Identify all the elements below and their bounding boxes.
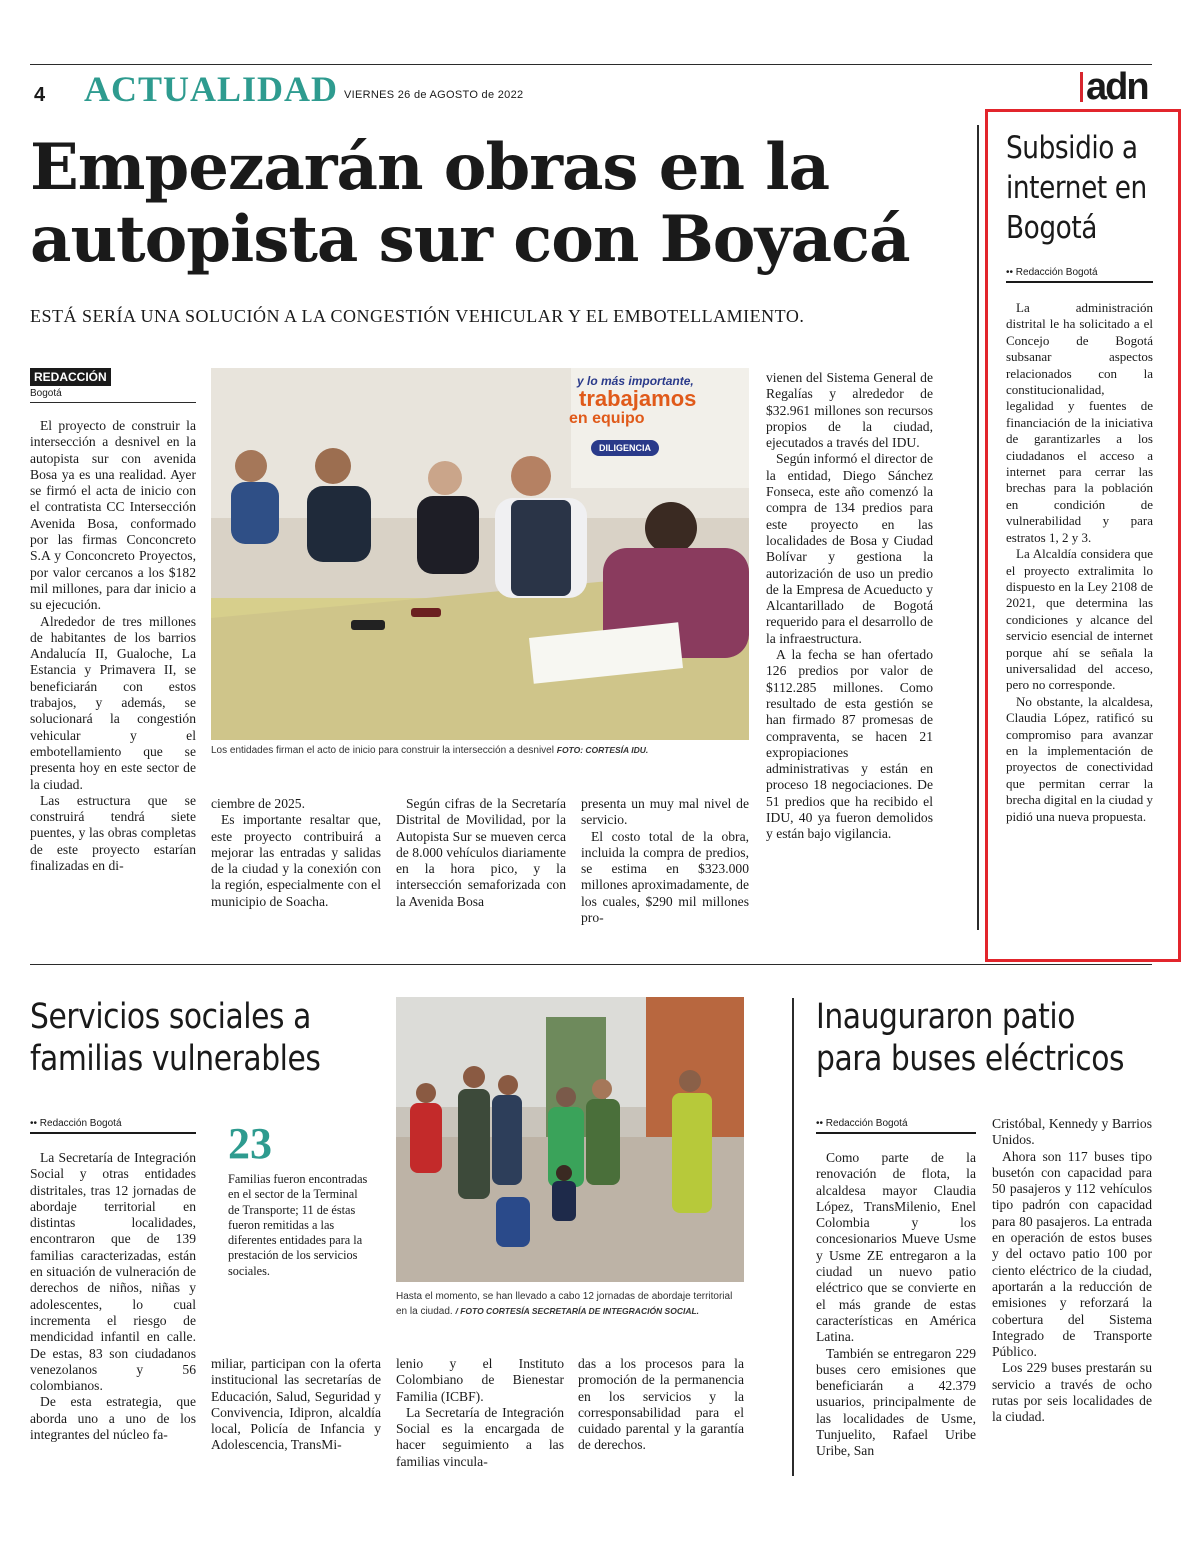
paragraph: ciembre de 2025. — [211, 796, 305, 811]
main-column-5 — [766, 370, 933, 843]
paragraph: Según informó el director de la entidad, Diego Sánchez Fonseca, este año comenzó la compra de 134 predios para este proyecto en las localidades de Bosa y Ciudad Bolívar y gestiona la autorización de uso un predio de la Empresa de Acueducto y Alcantarillado de Bogotá requerido para el desarrollo de la infraestructura. — [766, 451, 933, 646]
paragraph: No obstante, la alcaldesa, Claudia López, ratificó su compromiso para avanzar en la implementación de proyectos de conectividad que permitan cerrar la brecha digital en la ciudad y pidió una nueva propuesta. — [1006, 693, 1153, 824]
paragraph: También se entregaron 229 buses cero emisiones que beneficiarán a 42.379 usuarios, principalmente de las localidades de Usme, Tunjuelito, Rafael Uribe Uribe, San — [816, 1345, 976, 1459]
bus-story-divider — [792, 998, 794, 1476]
bus-byline-rule — [816, 1132, 976, 1134]
paragraph: Según cifras de la Secretaría Distrital de Movilidad, por la Autopista Sur se mueven cerca de 8.000 vehículos diariamente en la hora pico, y la intersección semaforizada con la Avenida Bosa — [396, 796, 566, 909]
logo-accent-bar — [1080, 72, 1083, 102]
paragraph: De esta estrategia, que aborda uno a uno de los integrantes del núcleo fa- — [30, 1394, 196, 1443]
main-column-2 — [211, 796, 381, 910]
stat-description: Familias fueron encontradas en el sector de la Terminal de Transporte; 11 de éstas fueron remitidas a las diferentes entidades para la prestación de los servicios sociales. — [228, 1172, 368, 1278]
bus-byline: •• Redacción Bogotá — [816, 1118, 908, 1129]
kicker-divider — [30, 402, 196, 403]
social-column-1 — [30, 1150, 196, 1443]
paragraph: das a los procesos para la promoción de la permanencia en los servicios y la corresponsabilidad para el cuidado parental y la garantía de derechos. — [578, 1356, 744, 1453]
paragraph: El costo total de la obra, incluida la compra de predios, se estima en $323.000 millones aproximadamente, de los cuales, $290 mil millones pro- — [581, 828, 749, 926]
social-byline: •• Redacción Bogotá — [30, 1118, 122, 1129]
sidebar-byline: •• Redacción Bogotá — [1006, 267, 1098, 278]
paragraph: Los 229 buses prestarán su servicio a través de ocho rutas por seis localidades de la ciudad. — [992, 1360, 1152, 1425]
main-subhead: ESTÁ SERÍA UNA SOLUCIÓN A LA CONGESTIÓN VEHICULAR Y EL EMBOTELLAMIENTO. — [30, 306, 805, 326]
paragraph: La administración distrital le ha solicitado a el Concejo de Bogotá subsanar aspectos relacionados con la constitucionalidad, legalidad y fuentes de financiación de la iniciativa de garantizarles a los ciudadanos el acceso a internet para cerrar las brechas para la población en condición de vulnerabilidad y para estratos 1, 2 y 3. — [1006, 300, 1153, 545]
sidebar-title: Subsidio a internet en Bogotá — [1006, 130, 1147, 246]
paragraph: Alrededor de tres millones de habitantes de los barrios Andalucía II, Gualoche, La Estancia y Primavera II, se beneficiarán con estos trabajos, y además, se solucionará la congestión vehicular y el embotellamiento que se presenta hoy en este sector de la ciudad. — [30, 613, 196, 792]
bus-column-1 — [816, 1150, 976, 1460]
photo-credit: FOTO: CORTESÍA IDU. — [556, 745, 649, 755]
bus-column-2 — [992, 1116, 1152, 1426]
main-column-4 — [581, 796, 749, 926]
page-number: 4 — [34, 84, 46, 106]
caption-text: Los entidades firman el acto de inicio para construir la intersección a desnivel — [211, 745, 554, 756]
main-kicker: REDACCIÓN — [30, 368, 111, 386]
issue-date: VIERNES 26 de AGOSTO de 2022 — [344, 89, 524, 101]
paragraph: Ahora son 117 buses tipo busetón con capacidad para 50 pasajeros y 112 vehículos tipo padrón con capacidad para 80 pasajeros. La entrada en operación de estos buses y del octavo patio 100 por ciento eléctrico de la ciudad, aportarán a la reducción de emisiones y reforzará la cobertura del Sistema Integrado de Transporte Público. — [992, 1148, 1152, 1360]
main-photo — [211, 368, 749, 740]
adn-logo: adn — [1086, 66, 1148, 108]
paragraph: La Alcaldía considera que el proyecto extralimita lo dispuesto en la Ley 2108 de 2021, que determina las condiciones y alcance del servicio esencial de internet porque ahí se señala la universalidad del acceso, pero no corresponde. — [1006, 546, 1153, 693]
stat-number: 23 — [228, 1119, 272, 1168]
main-headline: Empezarán obras en la autopista sur con Boyacá — [30, 130, 910, 277]
social-column-4 — [578, 1356, 744, 1454]
bus-title: Inauguraron patio para buses eléctricos — [816, 997, 1125, 1079]
main-photo-caption — [211, 745, 749, 756]
paragraph: El proyecto de construir la intersección a desnivel en la autopista sur con avenida Bosa ya es una realidad. Ayer se firmó el acta de inicio con el contratista CC Intersección Avenida Bosa, conformado por las firmas Conconcreto S.A y Conconcreto Proyectos, por valor cercanos a los $182 mil millones, para dar inicio a su ejecución. — [30, 418, 196, 613]
header-top-rule — [30, 64, 1152, 65]
main-column-1 — [30, 418, 196, 874]
sidebar-body — [1006, 300, 1153, 825]
social-column-3 — [396, 1356, 564, 1470]
social-photo-caption — [396, 1290, 744, 1319]
paragraph: La Secretaría de Integración Social y otras entidades distritales, tras 12 jornadas de abordaje territorial en distintas localidades, encontraron que de 139 familias caracterizadas, están en situación de vulneración de derechos de niños, niñas y adolescentes, lo cual incrementa el riesgo de mendicidad infantil en calle. De estas, 83 son ciudadanos venezolanos y 56 colombianos. — [30, 1150, 196, 1394]
social-column-2 — [211, 1356, 381, 1454]
paragraph: presenta un muy mal nivel de servicio. — [581, 796, 749, 828]
paragraph: La Secretaría de Integración Social es la encargada de hacer seguimiento a las familias vincula- — [396, 1404, 564, 1469]
photo-banner-line-3: en equipo — [569, 410, 645, 427]
main-column-3 — [396, 796, 566, 910]
social-photo — [396, 997, 744, 1282]
sidebar-divider — [977, 125, 979, 930]
section-divider — [30, 964, 1152, 965]
paragraph: lenio y el Instituto Colombiano de Bienestar Familia (ICBF). — [396, 1356, 564, 1404]
photo-badge: DILIGENCIA — [591, 440, 659, 456]
section-title: ACTUALIDAD — [84, 69, 339, 109]
paragraph: A la fecha se han ofertado 126 predios por valor de $112.285 millones. Como resultado de esta gestión se han firmado 87 promesas de compraventa, se hacen 21 expropiaciones administrativas y están en proceso 18 negociaciones. De 51 predios que ha recibido el IDU, 40 ya fueron demolidos y están bajo vigilancia. — [766, 647, 933, 842]
paragraph: vienen del Sistema General de Regalías y alrededor de $32.961 millones son recursos propios de la ciudad, ejecutados a través del IDU. — [766, 370, 933, 451]
social-title: Servicios sociales a familias vulnerables — [30, 997, 321, 1079]
paragraph: Como parte de la renovación de flota, la alcaldesa mayor Claudia López, TransMilenio, Enel Colombia y los concesionarios Mueve Usme y Usme ZE entregaron a la ciudad un nuevo patio eléctrico que se convierte en el más grande de estas características en América Latina. — [816, 1150, 976, 1345]
sidebar-byline-rule — [1006, 281, 1153, 283]
photo-banner-line-1: y lo más importante, — [577, 374, 694, 388]
paragraph: Cristóbal, Kennedy y Barrios Unidos. — [992, 1116, 1152, 1148]
paragraph: miliar, participan con la oferta institucional las secretarías de Educación, Salud, Seguridad y Convivencia, Idipron, alcaldía local, Policía de Infancia y Adolescencia, TransMi- — [211, 1356, 381, 1453]
photo-banner-line-2: trabajamos — [579, 386, 697, 411]
paragraph: Es importante resaltar que, este proyecto contribuirá a mejorar las entradas y salidas de la ciudad y la conexión con la región, especialmente con el municipio de Soacha. — [211, 812, 381, 909]
caption-text: Hasta el momento, se han llevado a cabo 12 jornadas de abordaje territorial en la ciudad. — [396, 1291, 733, 1317]
main-kicker-location: Bogotá — [30, 388, 62, 399]
photo-credit: / FOTO CORTESÍA SECRETARÍA DE INTEGRACIÓN SOCIAL. — [455, 1306, 700, 1316]
paragraph: Las estructura que se construirá tendrá siete puentes, y las obras completas de este proyecto estarían finalizadas en di- — [30, 792, 196, 874]
social-byline-rule — [30, 1132, 196, 1134]
